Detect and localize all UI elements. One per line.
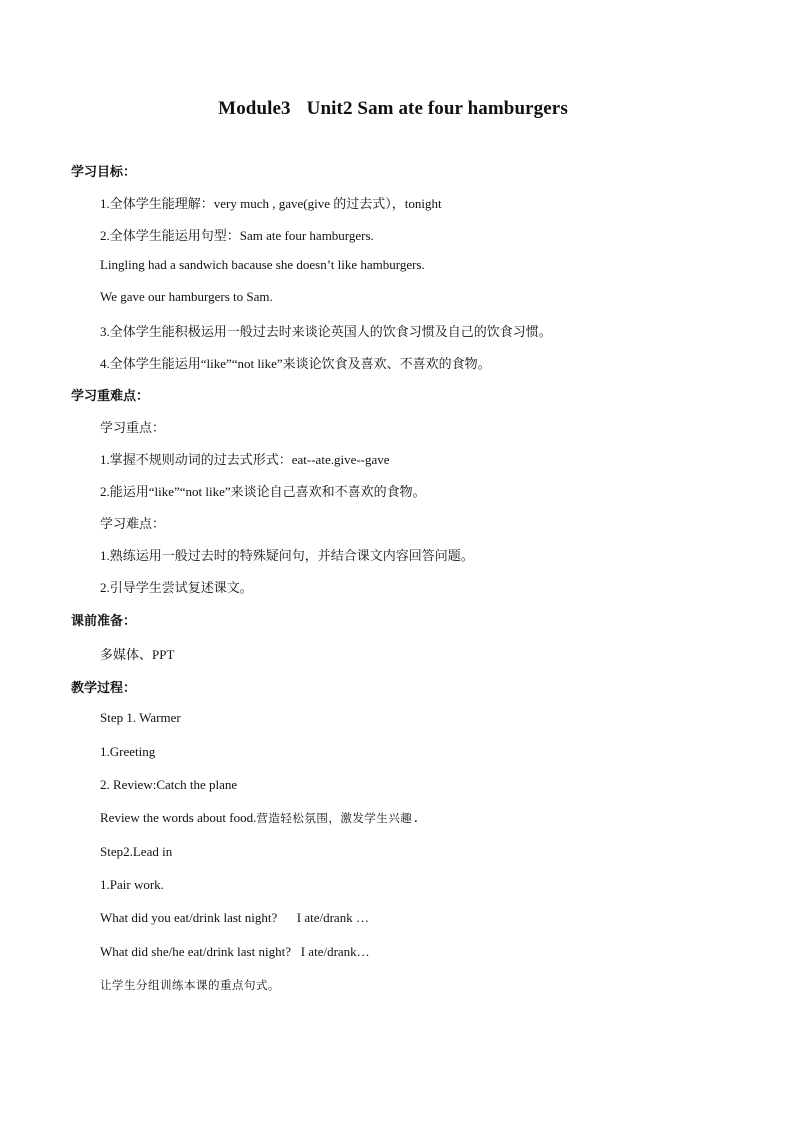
- dialogue-line: What did you eat/drink last night? I ate/drank …: [100, 910, 369, 925]
- process-item: 2. Review:Catch the plane: [100, 777, 238, 792]
- step-title: Step 1. Warmer: [100, 710, 181, 725]
- review-words-text: Review the words about food.: [100, 810, 257, 825]
- difficult-point-item: 2.引导学生尝试复述课文。: [100, 580, 253, 595]
- process-item: 1.Greeting: [100, 744, 156, 759]
- page-title: [0, 98, 786, 120]
- objective-item: 1.全体学生能理解：very much , gave(give 的过去式），tonight: [100, 196, 442, 211]
- difficult-point-item: 1.熟练运用一般过去时的特殊疑问句，并结合课文内容回答问题。: [100, 548, 474, 563]
- objective-item: Lingling had a sandwich bacause she doesn’t like hamburgers.: [100, 257, 425, 272]
- step-title: Step2.Lead in: [100, 844, 173, 859]
- title-unit: Unit2 Sam ate four hamburgers: [306, 98, 568, 119]
- difficult-points-label: 学习难点：: [100, 516, 166, 531]
- review-words-line: [100, 810, 420, 826]
- key-point-item: 1.掌握不规则动词的过去式形式：eat--ate.give--gave: [100, 452, 390, 467]
- teaching-note: 让学生分组训练本课的重点句式。: [100, 978, 280, 992]
- dialogue-line: What did she/he eat/drink last night? I ate/drank…: [100, 944, 370, 959]
- key-point-item: 2.能运用“like”“not like”来谈论自己喜欢和不喜欢的食物。: [100, 484, 426, 499]
- teaching-note: 营造轻松氛围，激发学生兴趣.: [256, 811, 420, 825]
- objective-item: 4.全体学生能运用“like”“not like”来谈论饮食及喜欢、不喜欢的食物。: [100, 356, 491, 371]
- objective-item: 3.全体学生能积极运用一般过去时来谈论英国人的饮食习惯及自己的饮食习惯。: [100, 324, 552, 339]
- title-module: Module3: [218, 98, 291, 119]
- objective-item: 2.全体学生能运用句型：Sam ate four hamburgers.: [100, 228, 374, 243]
- key-points-label: 学习重点：: [100, 420, 166, 435]
- preparation-heading: 课前准备：: [71, 614, 137, 629]
- objectives-heading: 学习目标：: [71, 165, 137, 180]
- objective-item: We gave our hamburgers to Sam.: [100, 289, 273, 304]
- key-difficult-heading: 学习重难点：: [71, 389, 150, 404]
- process-item: 1.Pair work.: [100, 877, 164, 892]
- process-heading: 教学过程：: [71, 681, 137, 696]
- preparation-text: 多媒体、PPT: [100, 647, 175, 662]
